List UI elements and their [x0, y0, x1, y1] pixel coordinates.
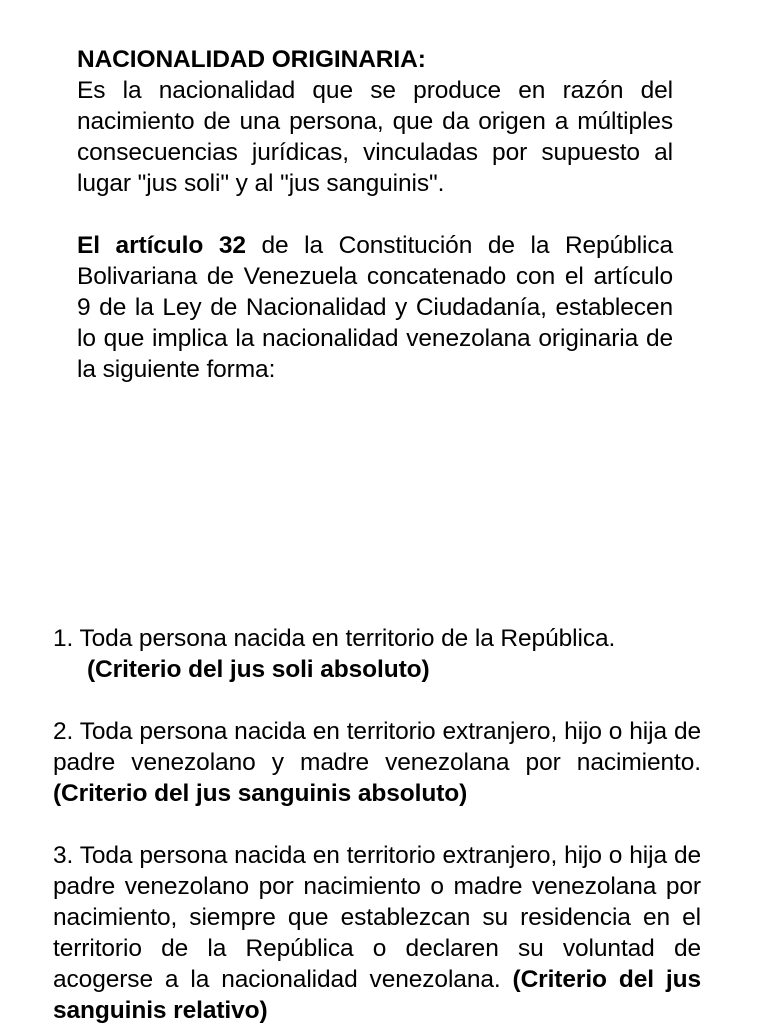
intro-paragraph-1 — [77, 44, 673, 199]
list-item-criterion: (Criterio del jus sanguinis relativo) — [53, 966, 701, 1024]
list-marker: 2. — [53, 718, 74, 745]
numbered-list — [53, 623, 701, 1026]
list-item-criterion: (Criterio del jus sanguinis absoluto) — [53, 780, 468, 807]
article-reference-bold: El artículo 32 — [77, 232, 246, 259]
intro-section — [77, 44, 673, 385]
list-item-text: Toda persona nacida en territorio extranjero, hijo o hija de padre venezolano por nacimiento o madre venezolana por nacimiento, siempre que establezcan su residencia en el territorio de la República o declaren su voluntad de acogerse a la nacionalidad venezolana. — [53, 842, 701, 993]
list-item-text: Toda persona nacida en territorio extranjero, hijo o hija de padre venezolano y madre venezolana por nacimiento. — [53, 718, 701, 776]
list-item — [53, 716, 701, 809]
list-marker: 3. — [53, 842, 74, 869]
intro-paragraph-2 — [77, 230, 673, 385]
list-marker: 1. — [53, 625, 74, 652]
list-item-criterion: (Criterio del jus soli absoluto) — [87, 656, 430, 683]
list-item — [53, 840, 701, 1026]
intro-paragraph-2-text: de la Constitución de la República Bolivariana de Venezuela concatenado con el artículo 9 de la Ley de Nacionalidad y Ciudadanía, establecen lo que implica la nacionalidad venezolana originaria de la siguiente forma: — [77, 232, 673, 383]
list-item-text: Toda persona nacida en territorio de la República. — [73, 625, 616, 652]
intro-paragraph-1-text: Es la nacionalidad que se produce en razón del nacimiento de una persona, que da origen a múltiples consecuencias jurídicas, vinculadas por supuesto al lugar "jus soli" y al "jus sanguinis". — [77, 77, 673, 197]
page-title: NACIONALIDAD ORIGINARIA: — [77, 46, 426, 73]
list-item — [53, 623, 701, 685]
